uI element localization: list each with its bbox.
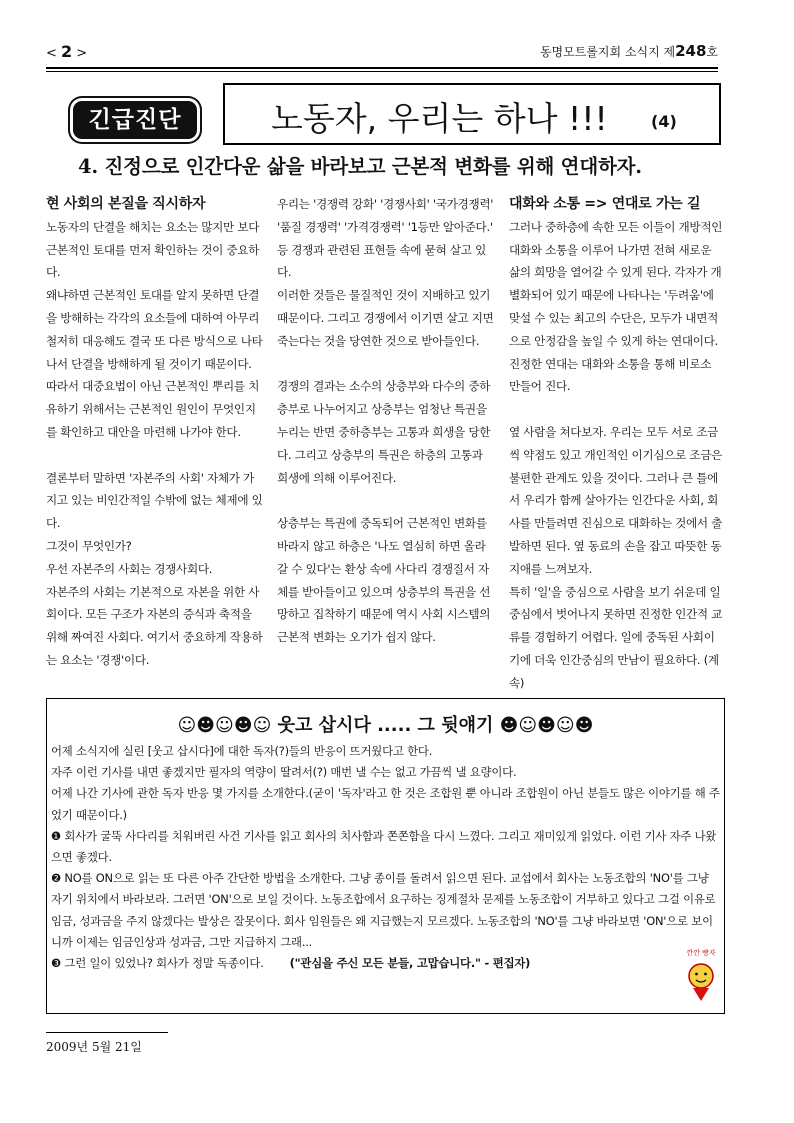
mascot-icon xyxy=(679,947,723,1003)
paragraph: 따라서 대중요법이 아닌 근본적인 뿌리를 치유하기 위해서는 근본적인 원인이 무엇인지를 확인하고 대안을 마련해 나가야 한다. xyxy=(46,379,260,439)
paragraph: 경쟁의 결과는 소수의 상층부와 다수의 중하층부로 나누어지고 상층부는 엄청난 특권을 누리는 반면 중하층부는 고통과 희생을 당한다. 그리고 상층부의 특권은 하층의 고통과 희생에 의해 이루어진다. xyxy=(277,379,491,485)
paragraph: 그러나 중하층에 속한 모든 이들이 개방적인 대화와 소통을 이루어 나가면 전혀 새로운 삶의 희망을 열어갈 수 있게 된다. 각자가 개별화되어 있기 때문에 나타나는 '두려움'에 맞설 수 있는 최고의 수단은, 모두가 내면적으로 안정감을 높일 수 있게 하는 연대이다. 진정한 연대는 대화와 소통을 통해 비로소 만들어 진다. xyxy=(509,219,723,394)
column-heading: 현 사회의 본질을 직시하자 xyxy=(46,196,206,212)
paragraph: 왜냐하면 근본적인 토대를 알지 못하면 단결을 방해하는 각각의 요소들에 대하여 아무리 철저히 대응해도 결국 또 다른 방식으로 나타나서 단결을 방해하게 될 것이기 때문이다. xyxy=(46,288,263,371)
paragraph: 노동자의 단결을 해치는 요소는 많지만 보다 근본적인 토대를 먼저 확인하는 것이 중요하다. xyxy=(46,219,260,280)
article-subtitle: 4. 진정으로 인간다운 삶을 바라보고 근본적 변화를 위해 연대하자. xyxy=(78,155,642,178)
footer-rule xyxy=(46,1032,168,1033)
article-column-2 xyxy=(277,193,495,649)
paragraph: 우리는 '경쟁력 강화' '경쟁사회' '국가경쟁력' '품질 경쟁력' '가격경쟁력' '1등만 알아준다.' 등 경쟁과 관련된 표현들 속에 묻혀 살고 있다. xyxy=(277,197,494,280)
article-title: 노동자, 우리는 하나 !!! xyxy=(271,99,608,138)
paragraph: 결론부터 말하면 '자본주의 사회' 자체가 가지고 있는 비인간적일 수밖에 없는 체제에 있다. xyxy=(46,470,263,531)
humor-box-title: ☺☻☺☻☺ 웃고 삽시다 ..... 그 뒷얘기 ☻☺☻☺☻ xyxy=(177,715,594,736)
header-rule xyxy=(46,67,718,69)
paragraph: 자본주의 사회는 기본적으로 자본을 위한 사회이다. 모든 구조가 자본의 증식과 축적을 위해 짜여진 사회다. 여기서 중요하게 작용하는 요소는 '경쟁'이다. xyxy=(46,584,263,667)
humor-box xyxy=(46,698,725,1014)
article-column-3 xyxy=(509,193,723,695)
paragraph: 상층부는 특권에 중독되어 근본적인 변화를 바라지 않고 하층은 '나도 열심히 하면 올라갈 수 있다'는 환상 속에 사다리 경쟁질서 자체를 받아들이고 있으며 상층부의 특권을 선망하고 집착하기 때문에 역시 사회 시스템의 근본적 변화는 오기가 쉽지 않다. xyxy=(277,516,491,645)
header-rule-thin xyxy=(46,71,718,72)
publication-info: 동명모트롤지회 소식지 제248호 xyxy=(539,42,718,60)
section-badge: 긴급진단 xyxy=(73,101,197,139)
box-line: 어제 소식지에 실린 [웃고 삽시다]에 대한 독자(?)들의 반응이 뜨거웠다고 한다. xyxy=(51,744,433,758)
paragraph: 우선 자본주의 사회는 경쟁사회다. xyxy=(46,561,213,576)
publication-date: 2009년 5월 21일 xyxy=(46,1040,142,1054)
humor-box-body xyxy=(51,741,721,974)
page-header xyxy=(46,42,718,64)
paragraph: 이러한 것들은 물질적인 것이 지배하고 있기 때문이다. 그리고 경쟁에서 이기면 살고 지면 죽는다는 것을 당연한 것으로 받아들인다. xyxy=(277,288,494,348)
box-line: ❶ 회사가 굴뚝 사다리를 치워버린 사건 기사를 읽고 회사의 치사함과 쫀쫀함을 다시 느꼈다. 그리고 재미있게 읽었다. 이런 기사 자주 나왔으면 좋겠다. xyxy=(51,828,717,865)
mascot-caption: 깐깐 빵자 xyxy=(686,949,716,957)
page-number: < 2 > xyxy=(46,42,88,61)
box-line: 자주 이런 기사를 내면 좋겠지만 필자의 역량이 딸려서(?) 매번 낼 수는 없고 가끔씩 낼 요량이다. xyxy=(51,765,517,780)
paragraph: 그것이 무엇인가? xyxy=(46,538,132,553)
article-title-box xyxy=(223,83,721,145)
article-part-number: (4) xyxy=(651,112,677,131)
box-line: 어제 나간 기사에 관한 독자 반응 몇 가지를 소개한다.(굳이 '독자'라고 한 것은 조합원 뿐 아니라 조합원이 아닌 분들도 많은 이야기를 해 주었기 때문이다.) xyxy=(51,786,720,822)
paragraph: 특히 '일'을 중심으로 사람을 보기 쉬운데 일 중심에서 벗어나지 못하면 진정한 인간적 교류를 경험하기 어렵다. 일에 중독된 사회이기에 더욱 인간중심의 만남이 필요하다. (계속) xyxy=(509,584,723,690)
box-line: ❷ NO를 ON으로 읽는 또 다른 아주 간단한 방법을 소개한다. 그냥 종이를 돌려서 읽으면 된다. 교섭에서 회사는 노동조합의 'NO'를 그냥 자기 위치에서 바라보라. 그러면 'ON'으로 보일 것이다. 노동조합에서 요구하는 징계절차 문제를 노동조합이 거부하고 있다고 그걸 이유로 임금, 성과금을 주지 않겠다는 발상은 잘못이다. 회사 임원들은 왜 지급했는지 모르겠다. 노동조합의 'NO'를 그냥 바라보면 'ON'으로 보이니까 이제는 임금인상과 성과금, 그만 지급하지 그래... xyxy=(51,871,716,949)
column-heading: 대화와 소통 => 연대로 가는 길 xyxy=(509,196,701,212)
paragraph: 옆 사람을 쳐다보자. 우리는 모두 서로 조금씩 약점도 있고 개인적인 이기심으로 조금은 불편한 관계도 있을 것이다. 그러나 큰 틀에서 우리가 함께 살아가는 인간다운 사회, 회사를 만들려면 진심으로 대화하는 것에서 출발하면 된다. 옆 동료의 손을 잡고 따뜻한 동지애를 느껴보자. xyxy=(509,424,723,576)
box-last-line: ❸ 그런 일이 있었나? 회사가 정말 독종이다. ("관심을 주신 모든 분들, 고맙습니다." - 편집자) xyxy=(51,956,531,971)
editor-closing: ("관심을 주신 모든 분들, 고맙습니다." - 편집자) xyxy=(289,956,531,971)
article-column-1 xyxy=(46,193,264,672)
